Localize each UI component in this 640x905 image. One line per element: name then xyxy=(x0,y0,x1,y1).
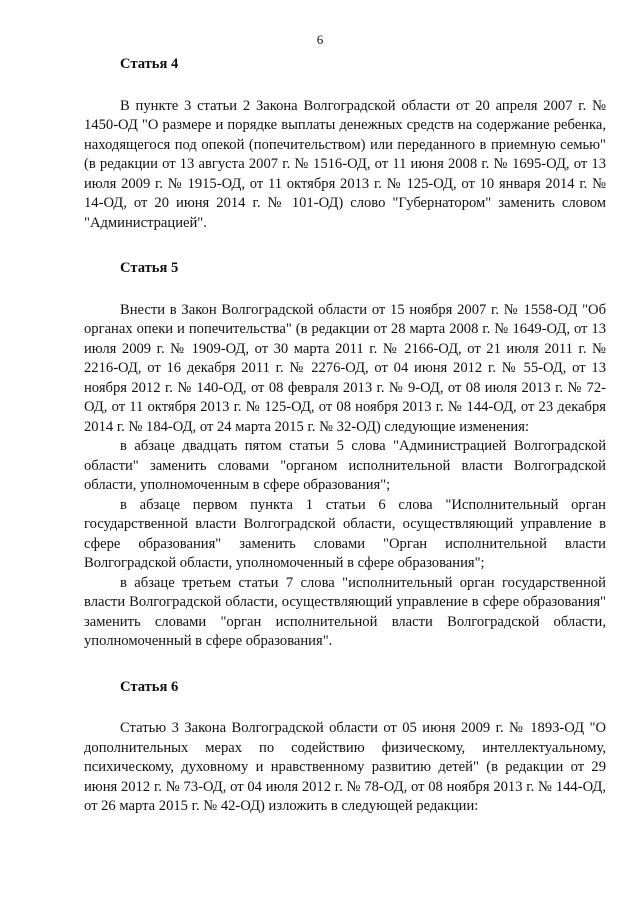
article-6-heading: Статья 6 xyxy=(120,678,179,695)
article-5-paragraph-intro: Внести в Закон Волгоградской области от 15 ноября 2007 г. № 1558-ОД "Об органах опеки и попечительства" (в редакции от 28 марта 2008 г. № 1649-ОД, от 13 июля 2009 г. № 1909-ОД, от 30 марта 2011 г. № 2166-ОД, от 21 июля 2011 г. № 2216-ОД, от 16 декабря 2011 г. № 2276-ОД, от 04 июня 2012 г. № 55-ОД, от 13 ноября 2012 г. № 140-ОД, от 08 февраля 2013 г. № 9-ОД, от 08 июля 2013 г. № 72-ОД, от 11 октября 2013 г. № 125-ОД, от 08 ноября 2013 г. № 144-ОД, от 23 декабря 2014 г. № 184-ОД, от 24 марта 2015 г. № 32-ОД) следующие изменения: xyxy=(84,301,606,435)
article-6-paragraph: Статью 3 Закона Волгоградской области от 05 июня 2009 г. № 1893-ОД "О дополнительных мерах по содействию физическому, интеллектуальному, психическому, духовному и нравственному развитию детей" (в редакции от 29 июня 2012 г. № 73-ОД, от 04 июля 2012 г. № 78-ОД, от 08 ноября 2013 г. № 144-ОД, от 26 марта 2015 г. № 42-ОД) изложить в следующей редакции: xyxy=(84,720,606,814)
article-5-paragraph-item-2: в абзаце первом пункта 1 статьи 6 слова "Исполнительный орган государственной власти Волгоградской области, осуществляющий управление в сфере образования" заменить словами "Орган исполнительной власти Волгоградской области, уполномоченный в сфере образования"; xyxy=(84,496,606,571)
article-4-heading: Статья 4 xyxy=(120,56,179,72)
page-number: 6 xyxy=(316,32,324,47)
article-5-paragraph-item-3: в абзаце третьем статьи 7 слова "исполнительный орган государственной власти Волгоградской области, осуществляющий управление в сфере образования" заменить словами "орган исполнительной власти Волгоградской области, уполномоченный в сфере образования". xyxy=(84,574,606,649)
article-5-paragraph-item-1: в абзаце двадцать пятом статьи 5 слова "Администрацией Волгоградской области" заменить словами "органом исполнительной власти Волгоградской области, уполномоченным в сфере образования"; xyxy=(84,438,606,493)
article-5-heading: Статья 5 xyxy=(120,260,179,276)
document-body xyxy=(84,55,606,817)
article-4-paragraph: В пункте 3 статьи 2 Закона Волгоградской области от 20 апреля 2007 г. № 1450-ОД "О размере и порядке выплаты денежных средств на содержание ребенка, находящегося под опекой (попечительством) или переданного в приемную семью" (в редакции от 13 августа 2007 г. № 1516-ОД, от 11 июня 2008 г. № 1695-ОД, от 13 июля 2009 г. № 1915-ОД, от 11 октября 2013 г. № 125-ОД, от 10 января 2014 г. № 14-ОД, от 20 июня 2014 г. № 101-ОД) слово "Губернатором" заменить словом "Администрацией". xyxy=(84,97,606,231)
